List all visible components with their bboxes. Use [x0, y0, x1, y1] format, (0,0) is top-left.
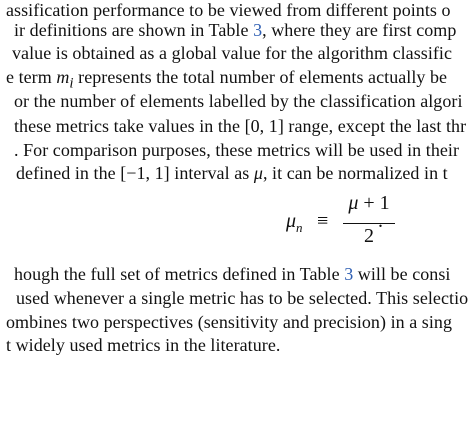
text-segment: assification performance to be viewed from different points o: [6, 0, 451, 20]
math-interval: [0, 1]: [244, 116, 284, 136]
text-segment: t widely used metrics in the literature.: [6, 335, 281, 355]
text-segment: used whenever a single metric has to be selected. This selectio: [16, 288, 469, 308]
fraction: [340, 192, 398, 256]
math-subscript: n: [296, 220, 303, 235]
text-segment: ir definitions are shown in Table: [14, 20, 254, 40]
equivalence-operator: ≡: [317, 210, 329, 232]
text-segment: or the number of elements labelled by the classification algori: [14, 91, 463, 111]
math-symbol: m: [56, 67, 70, 87]
text-line-7: [14, 139, 459, 161]
text-segment: interval as: [169, 163, 254, 183]
text-segment: will be consi: [353, 264, 451, 284]
text-line-2: [14, 19, 456, 41]
equation-lhs: [286, 210, 303, 236]
text-line-10: [16, 287, 468, 309]
math-m-i: [56, 67, 74, 92]
text-line-5: [14, 90, 463, 112]
math-symbol: μ: [348, 192, 359, 214]
text-segment: , where they are first comp: [262, 20, 457, 40]
math-subscript: i: [69, 75, 74, 92]
fraction-bar: [343, 223, 395, 224]
text-line-6: [14, 115, 466, 137]
text-segment: defined in the: [16, 163, 121, 183]
text-segment: range, except the last thr: [283, 116, 467, 136]
text-segment: value is obtained as a global value for the algorithm classific: [12, 43, 453, 63]
text-segment: . For comparison purposes, these metrics will be used in their: [14, 140, 460, 160]
math-text: + 1: [358, 192, 390, 214]
table-reference-link[interactable]: 3: [344, 264, 354, 284]
text-segment: e term: [6, 67, 57, 87]
text-segment: hough the full set of metrics defined in Table: [14, 264, 345, 284]
math-mu: μ: [253, 163, 263, 183]
text-line-3: [12, 42, 452, 64]
math-interval: [−1, 1]: [120, 163, 170, 183]
table-reference-link[interactable]: 3: [253, 20, 263, 40]
text-segment: these metrics take values in the: [14, 116, 245, 136]
text-line-12: [6, 334, 280, 356]
fraction-denominator: 2: [364, 225, 374, 247]
equation-period: .: [378, 210, 383, 232]
text-segment: , it can be normalized in t: [262, 163, 448, 183]
text-line-8: [16, 162, 448, 184]
text-line-9: [14, 263, 450, 285]
normalization-equation: [286, 192, 406, 256]
text-line-11: [6, 311, 452, 333]
text-segment: ombines two perspectives (sensitivity and precision) in a sing: [6, 312, 453, 332]
text-segment: represents the total number of elements actually be: [73, 67, 448, 87]
fraction-numerator: [340, 192, 398, 215]
math-symbol: μ: [286, 210, 297, 232]
text-line-1: [6, 0, 451, 21]
